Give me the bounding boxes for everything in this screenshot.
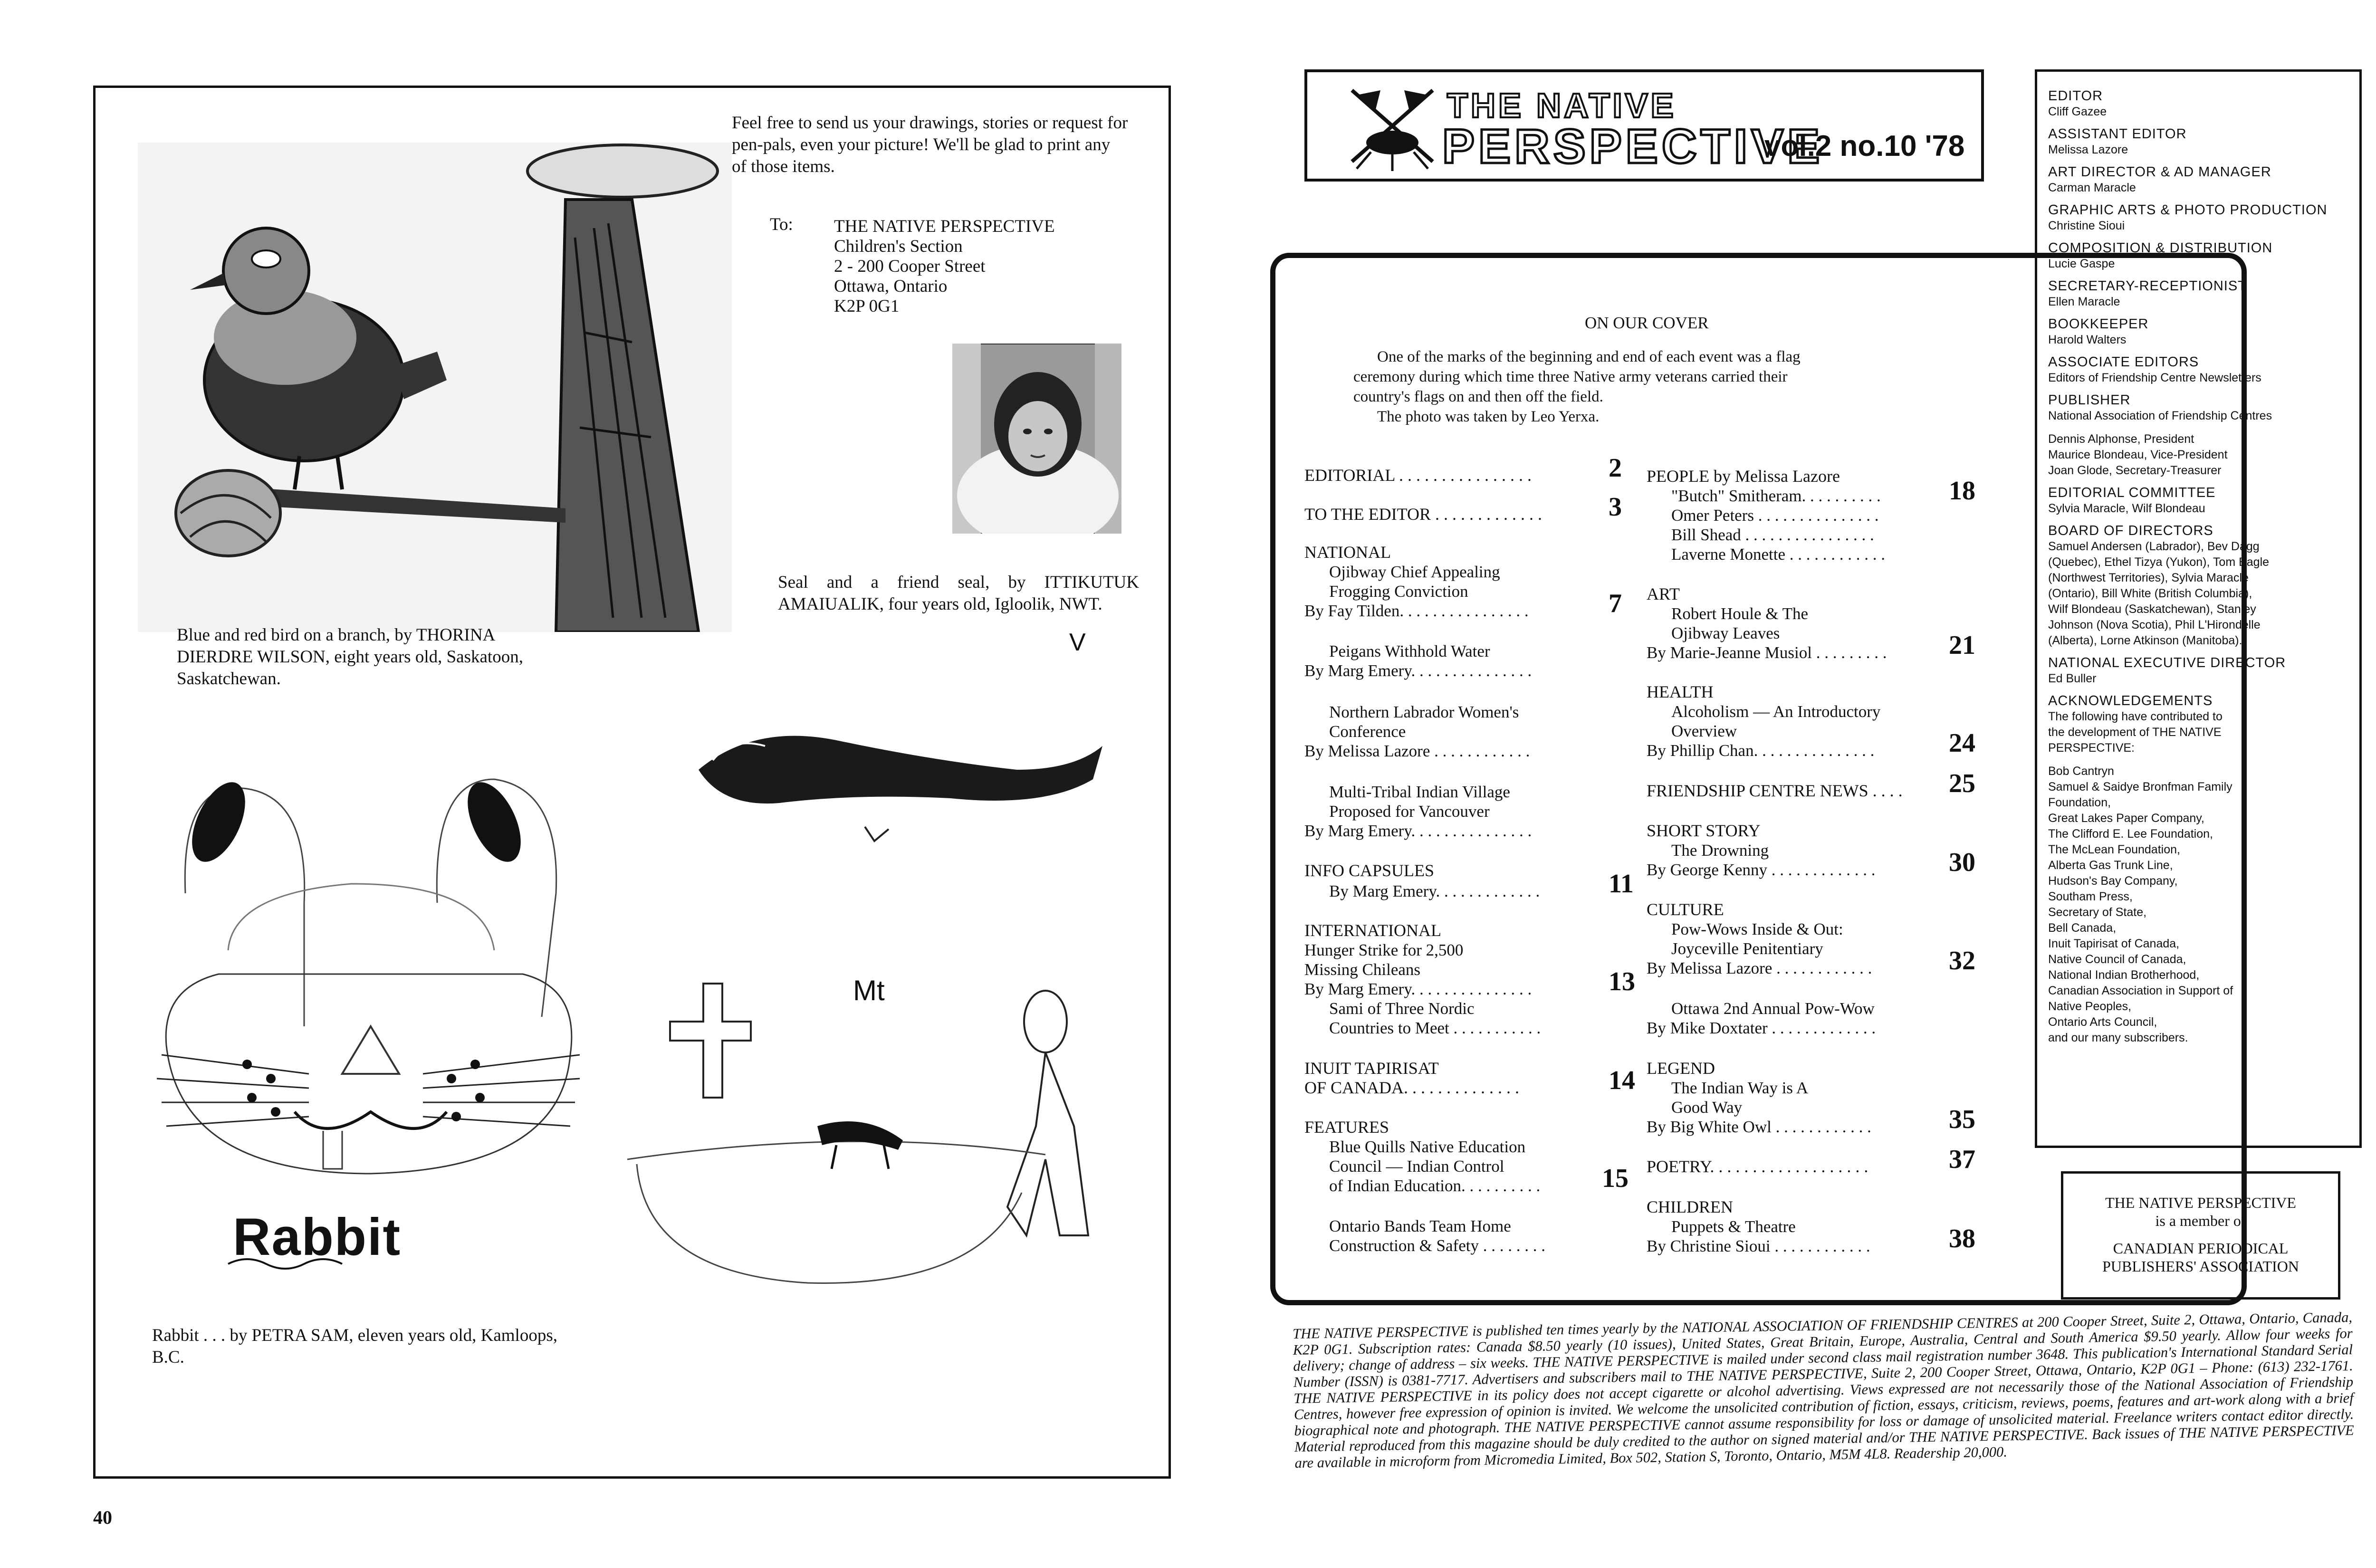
staff-value: Wilf Blondeau (Saskatchewan), Stanley: [2048, 602, 2256, 616]
cover-note-line: country's flags on and then off the field.: [1353, 388, 1603, 405]
toc-page: 3: [1609, 492, 1622, 522]
staff-value: Samuel & Saidye Bronfman Family: [2048, 780, 2232, 794]
address-line: 2 - 200 Cooper Street: [834, 257, 986, 276]
toc-page: 24: [1949, 728, 1975, 758]
staff-heading: EDITORIAL COMMITTEE: [2048, 485, 2216, 500]
rabbit-handwritten-label: Rabbit: [233, 1208, 402, 1266]
staff-spacer: [2048, 424, 2352, 431]
address-block: [834, 217, 1055, 316]
staff-value: PERSPECTIVE:: [2048, 741, 2135, 755]
staff-value: (Northwest Territories), Sylvia Maracle: [2048, 571, 2249, 584]
staff-spacer: [2048, 756, 2352, 764]
toc-entry: TO THE EDITOR . . . . . . . . . . . . .: [1304, 505, 1542, 524]
staff-value: Johnson (Nova Scotia), Phil L'Hirondelle: [2048, 618, 2261, 631]
toc-entry: Pow-Wows Inside & Out:: [1671, 920, 1843, 938]
staff-heading: ASSISTANT EDITOR: [2048, 126, 2187, 142]
toc-entry: Northern Labrador Women's: [1329, 703, 1519, 721]
toc-entry: Good Way: [1671, 1098, 1743, 1117]
toc-page: 21: [1949, 631, 1975, 660]
toc-page: 15: [1602, 1164, 1629, 1193]
staff-value: Native Peoples,: [2048, 1000, 2132, 1013]
toc-page: 13: [1609, 967, 1635, 996]
staff-value: Ed Buller: [2048, 672, 2097, 685]
staff-heading: COMPOSITION & DISTRIBUTION: [2048, 240, 2273, 256]
staff-heading: BOOKKEEPER: [2048, 316, 2149, 332]
address-line: Ottawa, Ontario: [834, 277, 948, 296]
address-line: Children's Section: [834, 237, 963, 256]
cppa-line: is a member of: [2155, 1212, 2246, 1229]
toc-page: 11: [1609, 869, 1634, 899]
toc-section: INUIT TAPIRISAT: [1304, 1059, 1439, 1078]
toc-entry: Overview: [1671, 722, 1737, 740]
staff-value: Carman Maracle: [2048, 181, 2136, 194]
staff-value: (Alberta), Lorne Atkinson (Manitoba).: [2048, 634, 2242, 647]
staff-value: Samuel Andersen (Labrador), Bev Dagg: [2048, 540, 2260, 553]
toc-entry: Omer Peters . . . . . . . . . . . . . . .: [1671, 506, 1879, 525]
toc-section: INFO CAPSULES: [1304, 861, 1435, 880]
staff-value: Lucie Gaspe: [2048, 257, 2115, 270]
staff-heading: ART DIRECTOR & AD MANAGER: [2048, 164, 2271, 180]
staff-value: The Clifford E. Lee Foundation,: [2048, 827, 2213, 841]
toc-entry: "Butch" Smitheram. . . . . . . . . .: [1671, 487, 1881, 505]
crossed-flags-logo: [1338, 81, 1447, 173]
staff-value: Joan Glode, Secretary-Treasurer: [2048, 464, 2222, 477]
toc-byline: By Fay Tilden. . . . . . . . . . . . . . . .: [1304, 602, 1529, 620]
staff-heading: BOARD OF DIRECTORS: [2048, 523, 2213, 538]
staff-value: Native Council of Canada,: [2048, 953, 2186, 966]
toc-section: PEOPLE by Melissa Lazore: [1647, 467, 1840, 486]
toc-entry: Ontario Bands Team Home: [1329, 1217, 1511, 1235]
staff-value: Bob Cantryn: [2048, 765, 2114, 778]
toc-byline: By Mike Doxtater . . . . . . . . . . . . .: [1647, 1019, 1876, 1037]
toc-byline: By Christine Sioui . . . . . . . . . . . .: [1647, 1237, 1870, 1255]
toc-page: 18: [1949, 476, 1975, 506]
address-line: K2P 0G1: [834, 296, 900, 316]
staff-value: Editors of Friendship Centre Newsletters: [2048, 371, 2261, 384]
toc-page: 32: [1949, 946, 1975, 975]
seal-drawing: [684, 684, 1112, 846]
staff-value: (Quebec), Ethel Tizya (Yukon), Tom Eagle: [2048, 555, 2270, 569]
toc-section: INTERNATIONAL: [1304, 921, 1441, 940]
toc-entry: Alcoholism — An Introductory: [1671, 702, 1881, 721]
staff-heading: EDITOR: [2048, 88, 2103, 104]
toc-entry: Hunger Strike for 2,500: [1304, 941, 1464, 959]
children-intro: Feel free to send us your drawings, stories or request for pen-pals, even your picture! We'll be glad to print any of those items.: [732, 113, 1128, 176]
staff-value: Ontario Arts Council,: [2048, 1015, 2157, 1029]
toc-entry: Sami of Three Nordic: [1329, 999, 1475, 1018]
bird-caption: Blue and red bird on a branch, by THORINA DIERDRE WILSON, eight years old, Saskatoon, Saskatchewan.: [177, 625, 523, 688]
masthead-the-native: THE NATIVE: [1447, 87, 1677, 125]
toc-byline: By Marg Emery. . . . . . . . . . . . . . .: [1304, 661, 1532, 680]
toc-entry: Ojibway Chief Appealing: [1329, 563, 1500, 581]
toc-page: 14: [1609, 1066, 1635, 1095]
staff-heading: GRAPHIC ARTS & PHOTO PRODUCTION: [2048, 202, 2328, 218]
toc-entry: Joyceville Penitentiary: [1671, 939, 1823, 958]
toc-entry: Laverne Monette . . . . . . . . . . . .: [1671, 545, 1886, 564]
toc-entry: Blue Quills Native Education: [1329, 1138, 1526, 1156]
address-line: THE NATIVE PERSPECTIVE: [834, 217, 1055, 236]
staff-value: Alberta Gas Trunk Line,: [2048, 859, 2173, 872]
toc-section: LEGEND: [1647, 1059, 1715, 1078]
toc-entry: Puppets & Theatre: [1671, 1217, 1796, 1236]
address-to-label: To:: [770, 215, 793, 234]
figure-landscape-drawing: [618, 969, 1117, 1302]
toc-entry: Robert Houle & The: [1671, 604, 1809, 623]
staff-value: National Indian Brotherhood,: [2048, 968, 2200, 982]
staff-value: Sylvia Maracle, Wilf Blondeau: [2048, 502, 2205, 515]
child-portrait-photo: [952, 344, 1121, 534]
staff-value: National Association of Friendship Centres: [2048, 409, 2272, 422]
cppa-line: THE NATIVE PERSPECTIVE: [2105, 1194, 2296, 1211]
toc-byline: By Marie-Jeanne Musiol . . . . . . . . .: [1647, 643, 1887, 662]
seal-caption: Seal and a friend seal, by ITTIKUTUK AMAIUALIK, four years old, Igloolik, NWT.: [778, 573, 1139, 614]
staff-value: Great Lakes Paper Company,: [2048, 812, 2204, 825]
toc-section: ART: [1647, 584, 1680, 603]
staff-list: [2048, 88, 2352, 1046]
contents-right-column: [1647, 456, 1975, 1264]
masthead-perspective: PERSPECTIVE: [1442, 119, 1824, 173]
toc-section: FEATURES: [1304, 1118, 1389, 1137]
publication-note: THE NATIVE PERSPECTIVE is published ten times yearly by the NATIONAL ASSOCIATION OF FRIENDSHIP CENTRES at 200 Cooper Street, Suite 2, Ottawa, Ontario, Canada, K2P 0G1. Subscription rates: Canada $8.50 yearly (10 issues), United States, Great Britain, Europe, Australia, Central and South America $9.50 yearly. Allow four weeks for delivery; change of address – six weeks. THE NATIVE PERSPECTIVE is mailed under second class mail registration number 3648. This publication's International Standard Serial Number (ISSN) is 0381-7717. Advertisers and subscribers mail to THE NATIVE PERSPECTIVE, Suite 2, 200 Cooper Street, Ottawa, Ontario, K2P 0G1 – Phone: (613) 232-1761. THE NATIVE PERSPECTIVE in its policy does not accept cigarette or alcohol advertising. Views expressed are not necessarily those of the National Association of Friendship Centres, however free expression of opinion is invited. We welcome the unsolicited contribution of fiction, essays, criticism, reviews, poems, features and art-work along with a brief biographical note and photograph. THE NATIVE PERSPECTIVE cannot assume responsibility for loss or damage of unsolicited material. Freelance writers contact editor directly. Material reproduced from this magazine should be duly credited to the author on signed material and/or THE NATIVE PERSPECTIVE. Back issues of THE NATIVE PERSPECTIVE are available in microform from Micromedia Limited, Box 502, Station S, Toronto, Ontario, M5M 4L8. Readership 20,000.: [1293, 1309, 2354, 1471]
staff-value: Bell Canada,: [2048, 921, 2117, 935]
toc-section: CHILDREN: [1647, 1197, 1733, 1216]
toc-page: 30: [1949, 848, 1975, 877]
toc-byline: By Big White Owl . . . . . . . . . . . .: [1647, 1118, 1871, 1136]
staff-value: Dennis Alphonse, President: [2048, 432, 2194, 446]
toc-byline: By Phillip Chan. . . . . . . . . . . . . . .: [1647, 741, 1875, 760]
staff-value: Christine Sioui: [2048, 219, 2125, 232]
toc-entry: Council — Indian Control: [1329, 1157, 1504, 1176]
cover-note-text: [1353, 347, 1801, 427]
staff-value: Ellen Maracle: [2048, 295, 2120, 308]
toc-entry: Frogging Conviction: [1329, 582, 1468, 601]
toc-entry: The Indian Way is A: [1671, 1079, 1809, 1097]
staff-value: (Ontario), Bill White (British Columbia),: [2048, 587, 2252, 600]
toc-entry: Proposed for Vancouver: [1329, 802, 1490, 821]
toc-section: HEALTH: [1647, 682, 1714, 701]
toc-page: 37: [1949, 1145, 1975, 1174]
page-number: 40: [93, 1507, 112, 1528]
toc-entry: EDITORIAL . . . . . . . . . . . . . . . .: [1304, 466, 1532, 485]
toc-entry: Bill Shead . . . . . . . . . . . . . . . .: [1671, 526, 1874, 544]
toc-page: 35: [1949, 1105, 1975, 1134]
toc-byline: By Marg Emery. . . . . . . . . . . . . . .: [1304, 980, 1532, 998]
toc-page: 2: [1609, 453, 1622, 483]
toc-entry: Multi-Tribal Indian Village: [1329, 783, 1510, 801]
toc-entry: Ojibway Leaves: [1671, 624, 1780, 642]
cppa-line: PUBLISHERS' ASSOCIATION: [2102, 1258, 2299, 1275]
toc-section: NATIONAL: [1304, 543, 1391, 562]
toc-section: POETRY. . . . . . . . . . . . . . . . . . .: [1647, 1157, 1868, 1176]
toc-byline: By George Kenny . . . . . . . . . . . . .: [1647, 860, 1876, 879]
staff-value: Secretary of State,: [2048, 906, 2147, 919]
staff-value: the development of THE NATIVE: [2048, 726, 2222, 739]
toc-entry: The Drowning: [1671, 841, 1769, 860]
staff-heading: PUBLISHER: [2048, 392, 2131, 408]
toc-section: SHORT STORY: [1647, 821, 1761, 840]
staff-value: Southam Press,: [2048, 890, 2133, 903]
toc-byline: By Melissa Lazore . . . . . . . . . . . .: [1304, 742, 1530, 760]
toc-entry: OF CANADA. . . . . . . . . . . . . .: [1304, 1078, 1520, 1097]
arrow-mark: V: [1069, 629, 1086, 656]
staff-value: Hudson's Bay Company,: [2048, 874, 2178, 888]
toc-entry: Ottawa 2nd Annual Pow-Wow: [1671, 999, 1875, 1018]
cppa-line: CANADIAN PERIODICAL: [2113, 1240, 2289, 1257]
toc-entry: Construction & Safety . . . . . . . .: [1329, 1236, 1545, 1255]
masthead-issue: vol.2 no.10 '78: [1764, 130, 1965, 163]
staff-heading: ACKNOWLEDGEMENTS: [2048, 693, 2213, 708]
toc-byline: By Melissa Lazore . . . . . . . . . . . .: [1647, 959, 1872, 977]
staff-value: Harold Walters: [2048, 333, 2127, 346]
staff-value: Inuit Tapirisat of Canada,: [2048, 937, 2180, 950]
staff-value: The following have contributed to: [2048, 710, 2223, 723]
toc-entry: Peigans Withhold Water: [1329, 642, 1490, 660]
toc-byline: By Marg Emery. . . . . . . . . . . . .: [1329, 882, 1540, 900]
toc-page: 7: [1609, 589, 1622, 618]
toc-entry: Conference: [1329, 722, 1406, 741]
cover-note-line: One of the marks of the beginning and end of each event was a flag: [1377, 348, 1801, 365]
toc-entry: of Indian Education. . . . . . . . . .: [1329, 1176, 1541, 1195]
staff-value: Melissa Lazore: [2048, 143, 2128, 156]
contents-left-column: [1304, 453, 1635, 1264]
cover-note-heading: ON OUR COVER: [1585, 314, 1709, 332]
toc-entry: Missing Chileans: [1304, 960, 1421, 979]
toc-page: 38: [1949, 1224, 1975, 1253]
staff-value: Canadian Association in Support of: [2048, 984, 2233, 997]
cppa-membership-box: [2061, 1171, 2340, 1300]
bird-drawing: [138, 143, 732, 632]
cover-note-line: ceremony during which time three Native army veterans carried their: [1353, 368, 1788, 385]
staff-value: and our many subscribers.: [2048, 1031, 2188, 1044]
toc-section: CULTURE: [1647, 900, 1724, 919]
staff-heading: ASSOCIATE EDITORS: [2048, 354, 2199, 370]
toc-byline: By Marg Emery. . . . . . . . . . . . . . .: [1304, 822, 1532, 840]
staff-value: Foundation,: [2048, 796, 2111, 809]
staff-value: Maurice Blondeau, Vice-President: [2048, 448, 2228, 461]
cover-note-line: The photo was taken by Leo Yerxa.: [1377, 408, 1600, 425]
toc-page: 25: [1949, 769, 1975, 798]
drawing-scrawl: Mt: [853, 975, 885, 1006]
staff-heading: SECRETARY-RECEPTIONIST: [2048, 278, 2247, 294]
staff-heading: NATIONAL EXECUTIVE DIRECTOR: [2048, 655, 2286, 670]
toc-entry: Countries to Meet . . . . . . . . . . .: [1329, 1019, 1541, 1037]
toc-section: FRIENDSHIP CENTRE NEWS . . . .: [1647, 781, 1903, 800]
staff-value: Cliff Gazee: [2048, 105, 2107, 118]
rabbit-caption: Rabbit . . . by PETRA SAM, eleven years old, Kamloops, B.C.: [152, 1326, 557, 1367]
staff-value: The McLean Foundation,: [2048, 843, 2180, 856]
